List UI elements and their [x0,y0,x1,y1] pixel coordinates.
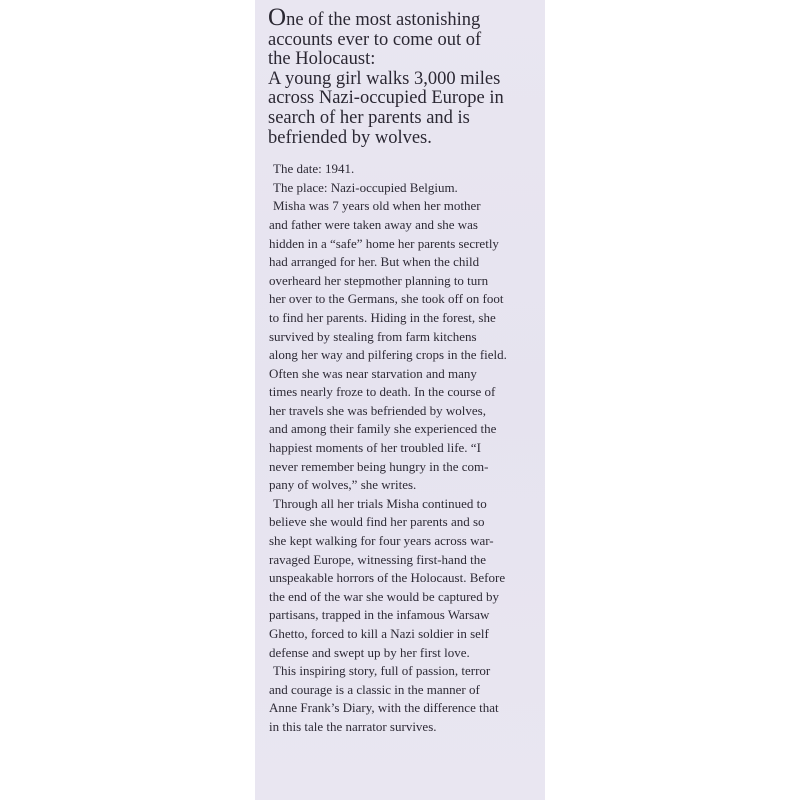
headline-line: A young girl walks 3,000 miles [268,68,501,89]
body-line: she kept walking for four years across war- [269,533,494,549]
body-line: and courage is a classic in the manner of [269,681,480,697]
body-line: happiest moments of her troubled life. “I [269,440,481,456]
headline [268,4,535,148]
body-line: never remember being hungry in the com- [269,458,489,474]
headline-line: the Holocaust: [268,49,376,70]
headline-line: across Nazi-occupied Europe in [268,88,504,109]
body-line: This inspiring story, full of passion, terror [273,663,491,679]
body-line: to find her parents. Hiding in the forest, she [269,309,496,325]
body-line: defense and swept up by her first love. [269,644,470,660]
body-line: overheard her stepmother planning to turn [269,272,489,288]
body-line: along her way and pilfering crops in the field. [269,347,507,363]
body-line: Often she was near starvation and many [269,365,477,381]
body-line: and among their family she experienced the [269,421,497,437]
headline-line: One of the most astonishing [268,4,481,31]
body-line: The date: 1941. [273,161,355,177]
body-line: Misha was 7 years old when her mother [273,198,481,214]
body-line: in this tale the narrator survives. [269,718,437,734]
body-line: her over to the Germans, she took off on foot [269,291,504,307]
body-line: believe she would find her parents and so [269,514,485,530]
headline-line: befriended by wolves. [268,127,432,148]
body-line: Anne Frank’s Diary, with the difference that [269,700,499,716]
body-line: the end of the war she would be captured by [269,588,499,604]
body-line: had arranged for her. But when the child [269,254,480,270]
body-line: ravaged Europe, witnessing first-hand the [269,551,486,567]
body-line: pany of wolves,” she writes. [269,477,417,493]
body-line: survived by stealing from farm kitchens [269,328,477,344]
body-line: Ghetto, forced to kill a Nazi soldier in self [269,626,489,641]
body-line: and father were taken away and she was [269,216,478,232]
body-line: The place: Nazi-occupied Belgium. [273,179,458,195]
body-line: Through all her trials Misha continued to [273,495,487,511]
body-line: unspeakable horrors of the Holocaust. Before [269,570,506,586]
body-line: partisans, trapped in the infamous Warsaw [269,607,490,623]
body-text [268,160,535,736]
body-line: her travels she was befriended by wolves, [269,402,486,418]
body-line: times nearly froze to death. In the course of [269,384,496,400]
body-line: hidden in a “safe” home her parents secretly [269,235,499,251]
headline-line: accounts ever to come out of [268,29,482,50]
book-blurb-panel [255,0,545,800]
headline-line: search of her parents and is [268,107,470,128]
